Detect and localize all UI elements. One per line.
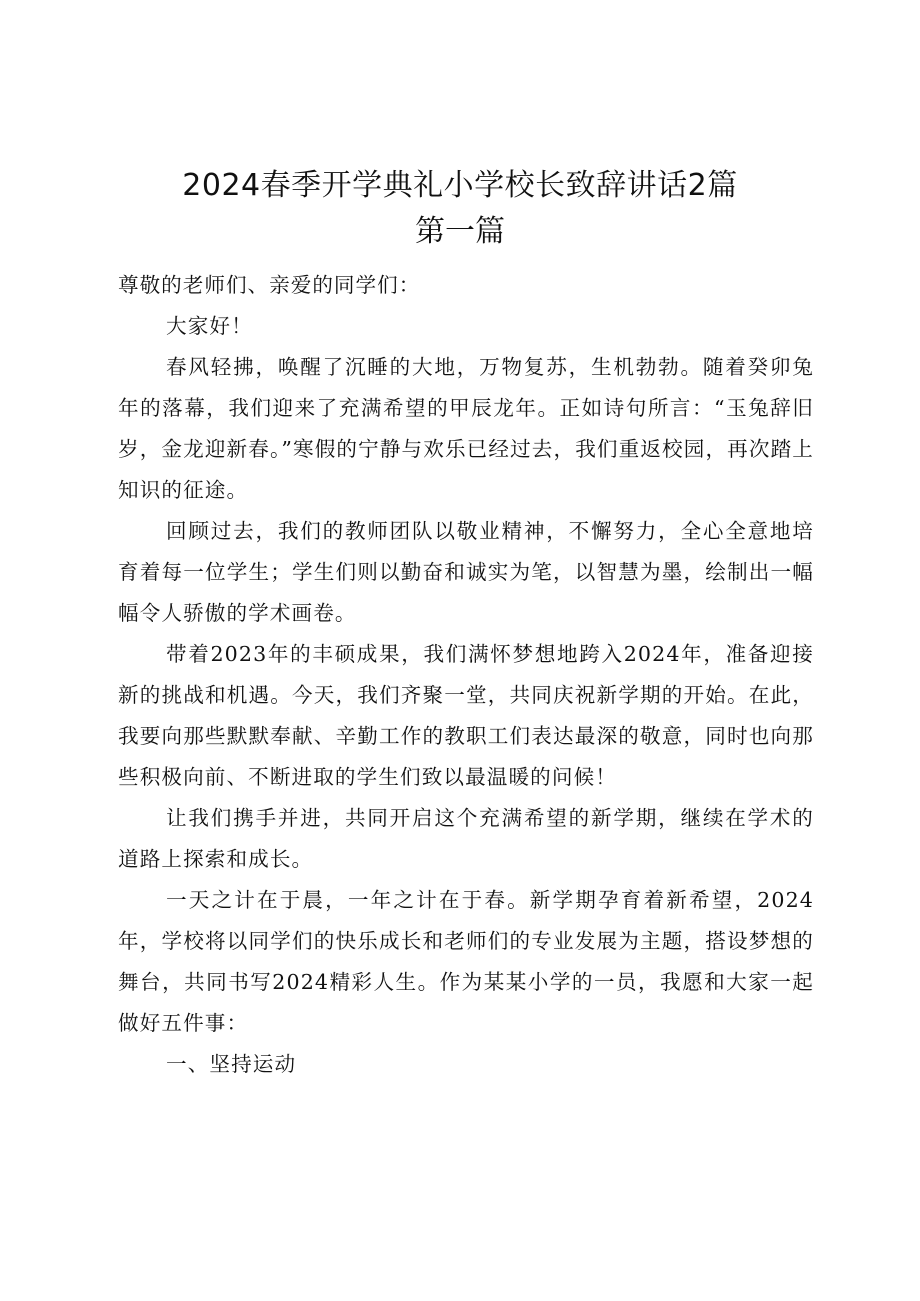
paragraph-new-year: 带着2023年的丰硕成果，我们满怀梦想地跨入2024年，准备迎接新的挑战和机遇。今天，我们齐聚一堂，共同庆祝新学期的开始。在此，我要向那些默默奉献、辛勤工作的教职工们表达最深的敬意，同时也向那些积极向前、不断进取的学生们致以最温暖的问候！ [118, 642, 814, 789]
paragraph-greeting: 大家好！ [166, 314, 253, 338]
document-title: 2024春季开学典礼小学校长致辞讲话2篇 [182, 168, 738, 203]
section-heading-exercise: 一、坚持运动 [166, 1052, 297, 1076]
paragraph-spring: 春风轻拂，唤醒了沉睡的大地，万物复苏，生机勃勃。随着癸卯兔年的落幕，我们迎来了充满希望的甲辰龙年。正如诗句所言：“玉兔辞旧岁，金龙迎新春。”寒假的宁静与欢乐已经过去，我们重返校园，再次踏上知识的征途。 [118, 355, 814, 502]
document-subtitle: 第一篇 [415, 214, 505, 249]
paragraph-together: 让我们携手并进，共同开启这个充满希望的新学期，继续在学术的道路上探索和成长。 [118, 806, 814, 871]
salutation: 尊敬的老师们、亲爱的同学们： [118, 273, 421, 297]
document-body [118, 265, 814, 1085]
paragraph-plan: 一天之计在于晨，一年之计在于春。新学期孕育着新希望，2024年，学校将以同学们的快乐成长和老师们的专业发展为主题，搭设梦想的舞台，共同书写2024精彩人生。作为某某小学的一员，我愿和大家一起做好五件事： [118, 888, 814, 1035]
paragraph-review: 回顾过去，我们的教师团队以敬业精神，不懈努力，全心全意地培育着每一位学生；学生们则以勤奋和诚实为笔，以智慧为墨，绘制出一幅幅令人骄傲的学术画卷。 [118, 519, 814, 625]
